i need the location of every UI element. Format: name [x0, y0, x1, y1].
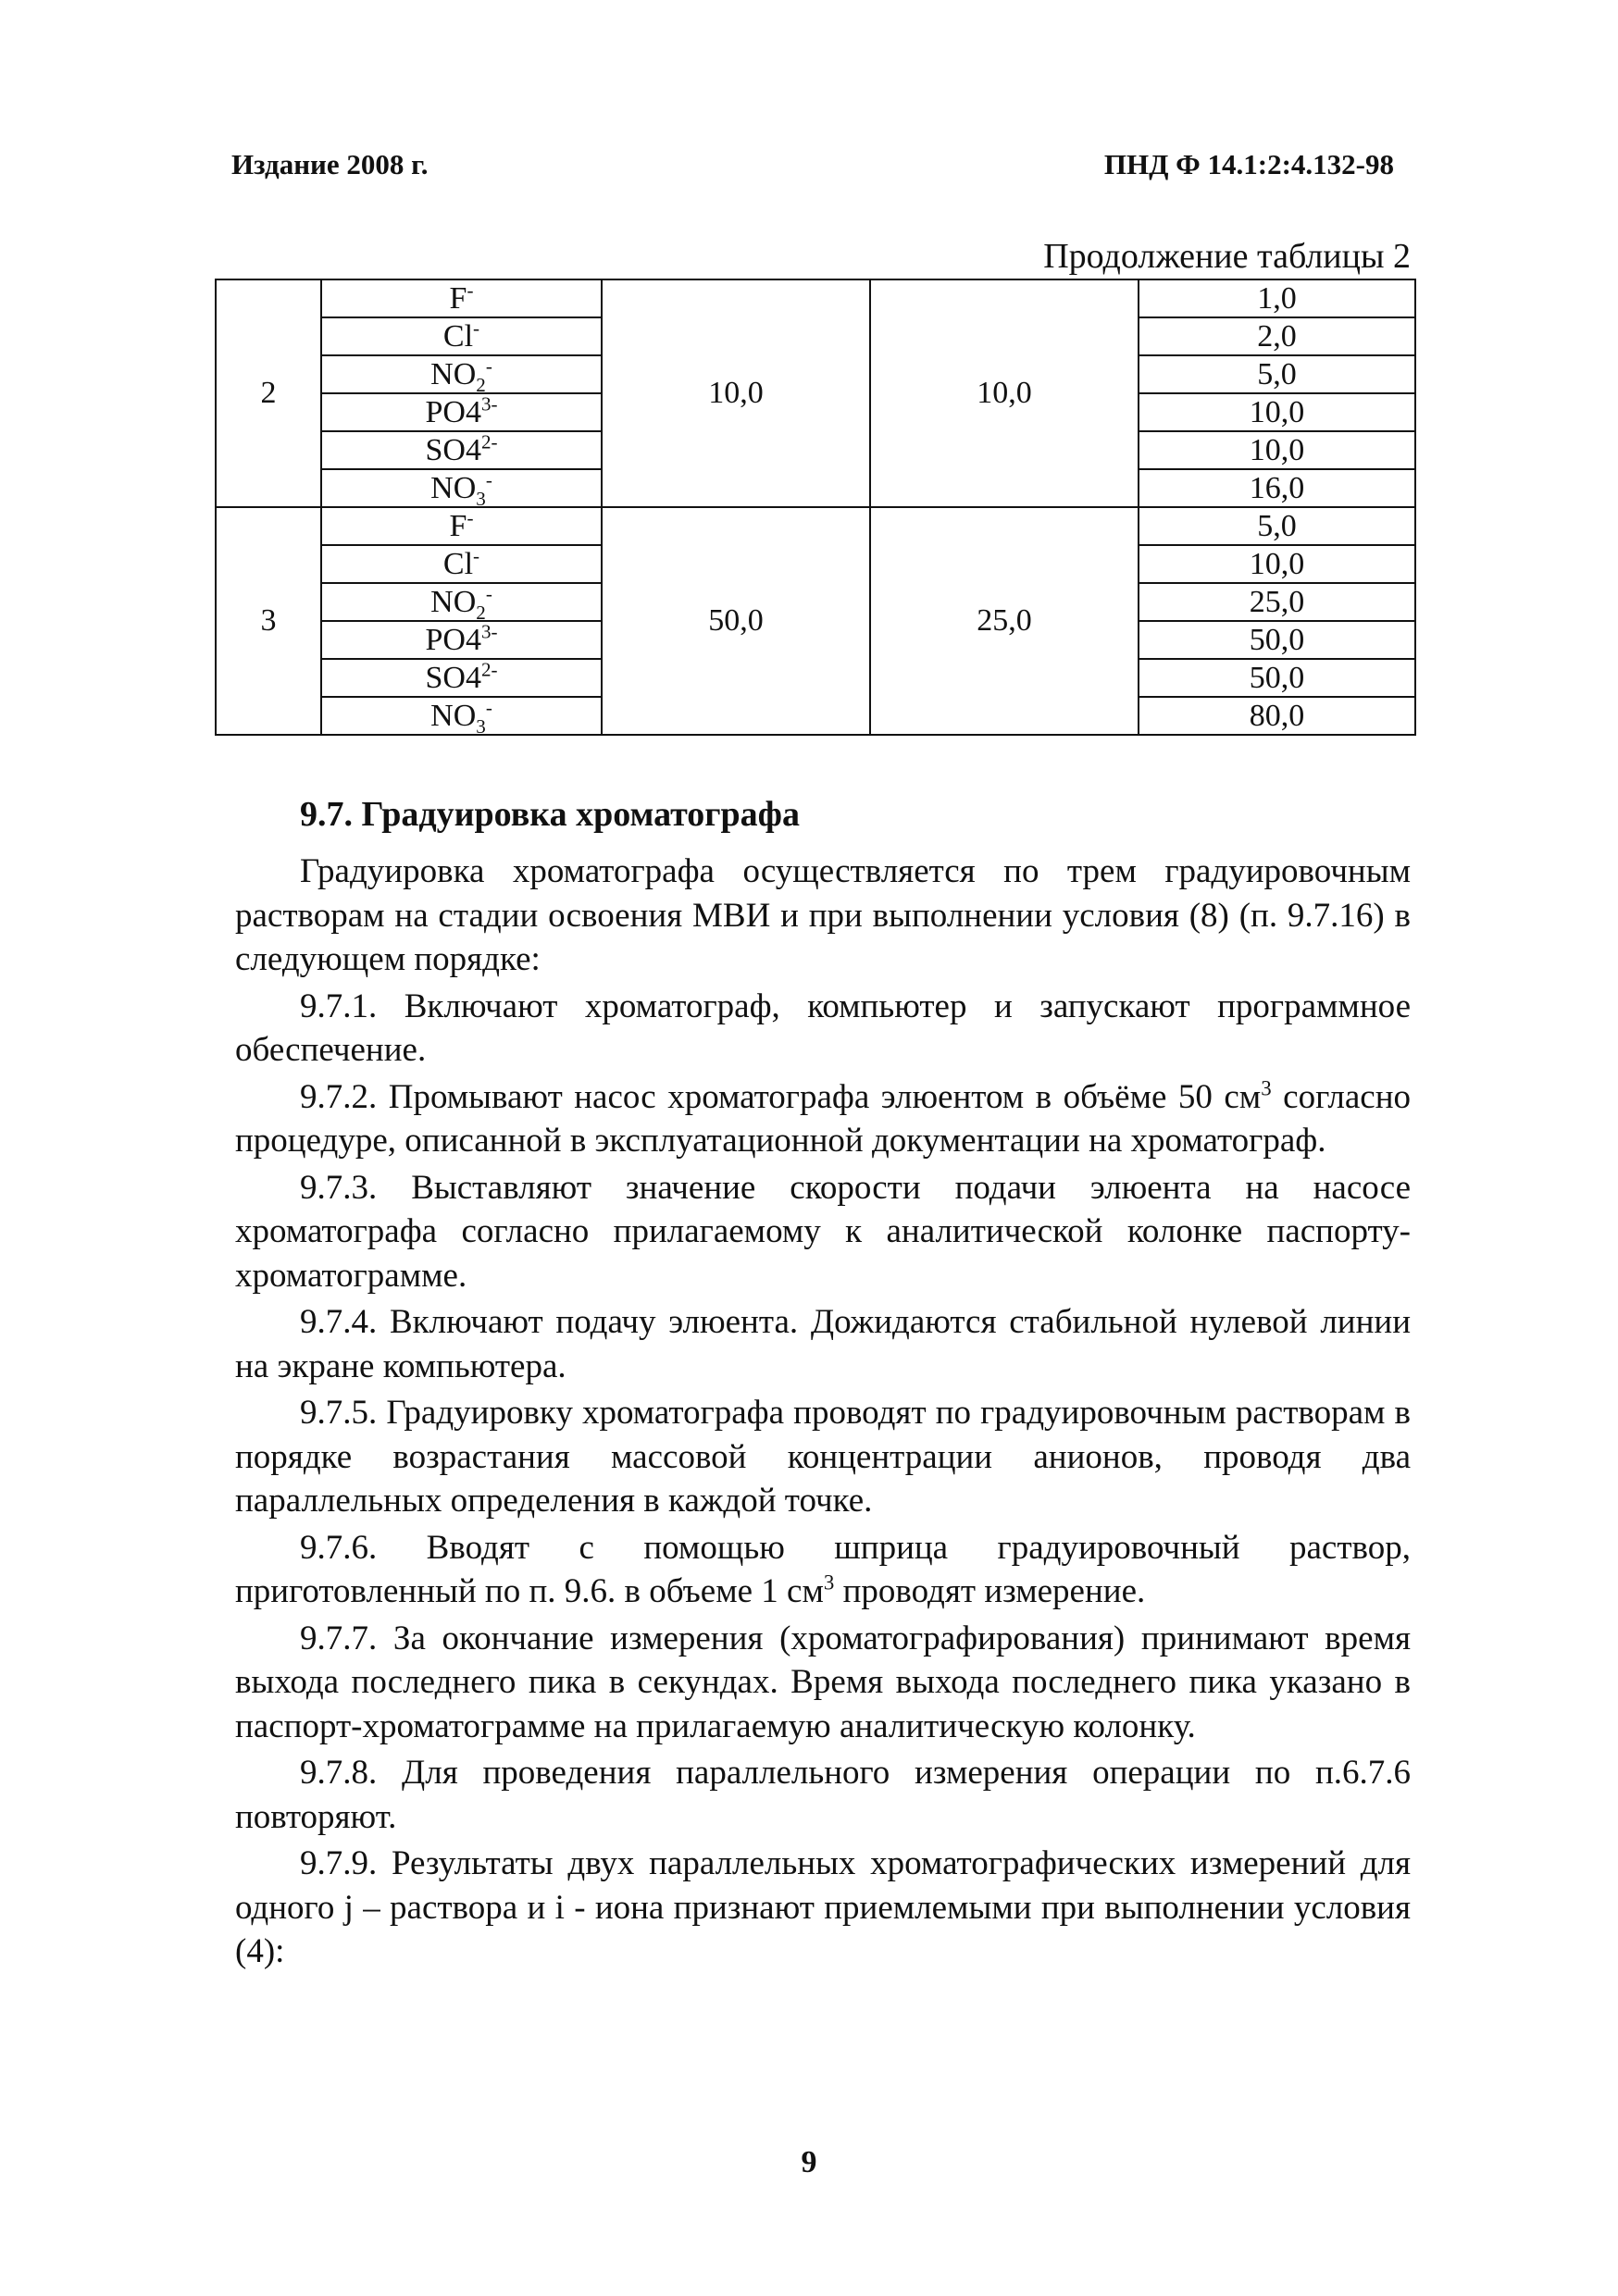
ion-formula: NO: [430, 584, 477, 619]
ion-cell: [321, 582, 602, 624]
concentration-cell: 16,0: [1139, 469, 1415, 507]
paragraph: 9.7.1. Включают хроматограф, компьютер и запускают программное обеспечение.: [235, 987, 1411, 1069]
section-body: [235, 850, 1411, 1977]
ion-cell: [321, 507, 602, 545]
paragraph: 9.7.4. Включают подачу элюента. Дожидаются стабильной нулевой линии на экране компьютера.: [235, 1303, 1411, 1385]
table-caption: Продолжение таблицы 2: [1043, 237, 1411, 276]
group-number: 2: [216, 279, 321, 507]
solution-volume: 10,0: [602, 279, 870, 507]
ion-cell: [321, 279, 602, 317]
ion-charge: 3-: [480, 620, 498, 643]
paragraph: 9.7.5. Градуировку хроматографа проводят по градуировочным растворам в порядке возрастания массовой концентрации анионов, проводя два параллельных определения в каждой точке.: [235, 1394, 1411, 1520]
ion-subscript: 3: [476, 714, 486, 738]
dilution-volume: 25,0: [870, 507, 1139, 735]
table-row: [216, 507, 1415, 545]
ion-charge: 2-: [480, 430, 498, 453]
ion-cell: [321, 431, 602, 469]
paragraph-text: проводят измерение.: [834, 1572, 1146, 1610]
concentration-cell: 80,0: [1139, 697, 1415, 735]
paragraph: 9.7.7. За окончание измерения (хроматографирования) принимают время выхода последнего пика в секундах. Время выхода последнего пика указано в паспорт-хроматограмме на прилагаемую аналитическую колонку.: [235, 1619, 1411, 1745]
ion-cell: [321, 621, 602, 659]
ion-formula: PO4: [425, 394, 481, 429]
paragraph: 9.7.8. Для проведения параллельного измерения операции по п.6.7.6 повторяют.: [235, 1754, 1411, 1836]
superscript: 3: [1261, 1076, 1272, 1100]
concentration-cell: 50,0: [1139, 621, 1415, 659]
ion-cell: [321, 393, 602, 431]
paragraph-text: 9.7.6. Вводят с помощью шприца градуировочный раствор, приготовленный по п. 9.6. в объеме 1 см: [235, 1528, 1411, 1610]
ion-formula: F: [449, 508, 467, 543]
ion-formula: SO4: [425, 432, 481, 467]
page-number: 9: [801, 2145, 817, 2179]
ion-charge: -: [485, 468, 492, 491]
solution-volume: 50,0: [602, 507, 870, 735]
concentration-cell: 10,0: [1139, 431, 1415, 469]
ion-cell: [321, 696, 602, 738]
ion-charge: -: [485, 696, 492, 719]
ion-formula: NO: [430, 356, 477, 391]
ion-charge: -: [473, 316, 480, 340]
table-row: [216, 279, 1415, 317]
ion-cell: [321, 468, 602, 510]
concentration-cell: 10,0: [1139, 545, 1415, 583]
edition-label: Издание 2008 г.: [231, 148, 429, 180]
concentration-cell: 5,0: [1139, 507, 1415, 545]
concentration-cell: 50,0: [1139, 659, 1415, 697]
ion-charge: 2-: [480, 658, 498, 681]
ion-charge: -: [467, 506, 474, 529]
concentration-cell: 1,0: [1139, 279, 1415, 317]
paragraph-text: 9.7.2. Промывают насос хроматографа элюентом в объёме 50 см: [300, 1077, 1262, 1116]
ion-charge: -: [467, 279, 474, 302]
paragraph: [235, 1075, 1411, 1163]
ion-charge: -: [485, 582, 492, 605]
ion-cell: [321, 545, 602, 583]
paragraph: [235, 1526, 1411, 1614]
ion-charge: 3-: [480, 392, 498, 416]
concentration-cell: 10,0: [1139, 393, 1415, 431]
ion-subscript: 2: [476, 373, 486, 396]
ion-cell: [321, 354, 602, 396]
dilution-volume: 10,0: [870, 279, 1139, 507]
ion-formula: F: [449, 280, 467, 316]
calibration-table: [215, 279, 1416, 736]
concentration-cell: 25,0: [1139, 583, 1415, 621]
paragraph-text: согласно процедуре, описанной в эксплуатационной документации на хроматограф.: [235, 1077, 1411, 1160]
superscript: 3: [823, 1570, 835, 1595]
ion-formula: NO: [430, 698, 477, 733]
concentration-cell: 5,0: [1139, 355, 1415, 393]
ion-formula: NO: [430, 470, 477, 505]
paragraph: 9.7.3. Выставляют значение скорости подачи элюента на насосе хроматографа согласно прилагаемому к аналитической колонке паспорту-хроматограмме.: [235, 1168, 1411, 1295]
section-title: 9.7. Градуировка хроматографа: [300, 795, 800, 834]
ion-formula: Cl: [442, 546, 474, 581]
ion-cell: [321, 317, 602, 355]
ion-formula: SO4: [425, 660, 481, 695]
ion-subscript: 2: [476, 601, 486, 624]
ion-formula: PO4: [425, 622, 481, 657]
group-number: 3: [216, 507, 321, 735]
ion-cell: [321, 659, 602, 697]
document-code: ПНД Ф 14.1:2:4.132-98: [1103, 148, 1394, 180]
paragraph: 9.7.9. Результаты двух параллельных хроматографических измерений для одного j – раствора и i - иона признают приемлемыми при выполнении условия (4):: [235, 1844, 1411, 1970]
ion-charge: -: [473, 544, 480, 567]
paragraph: Градуировка хроматографа осуществляется по трем градуировочным растворам на стадии освоения МВИ и при выполнении условия (8) (п. 9.7.16) в следующем порядке:: [235, 852, 1411, 978]
ion-charge: -: [485, 354, 492, 378]
concentration-cell: 2,0: [1139, 317, 1415, 355]
ion-formula: Cl: [442, 318, 474, 354]
ion-subscript: 3: [476, 487, 486, 510]
